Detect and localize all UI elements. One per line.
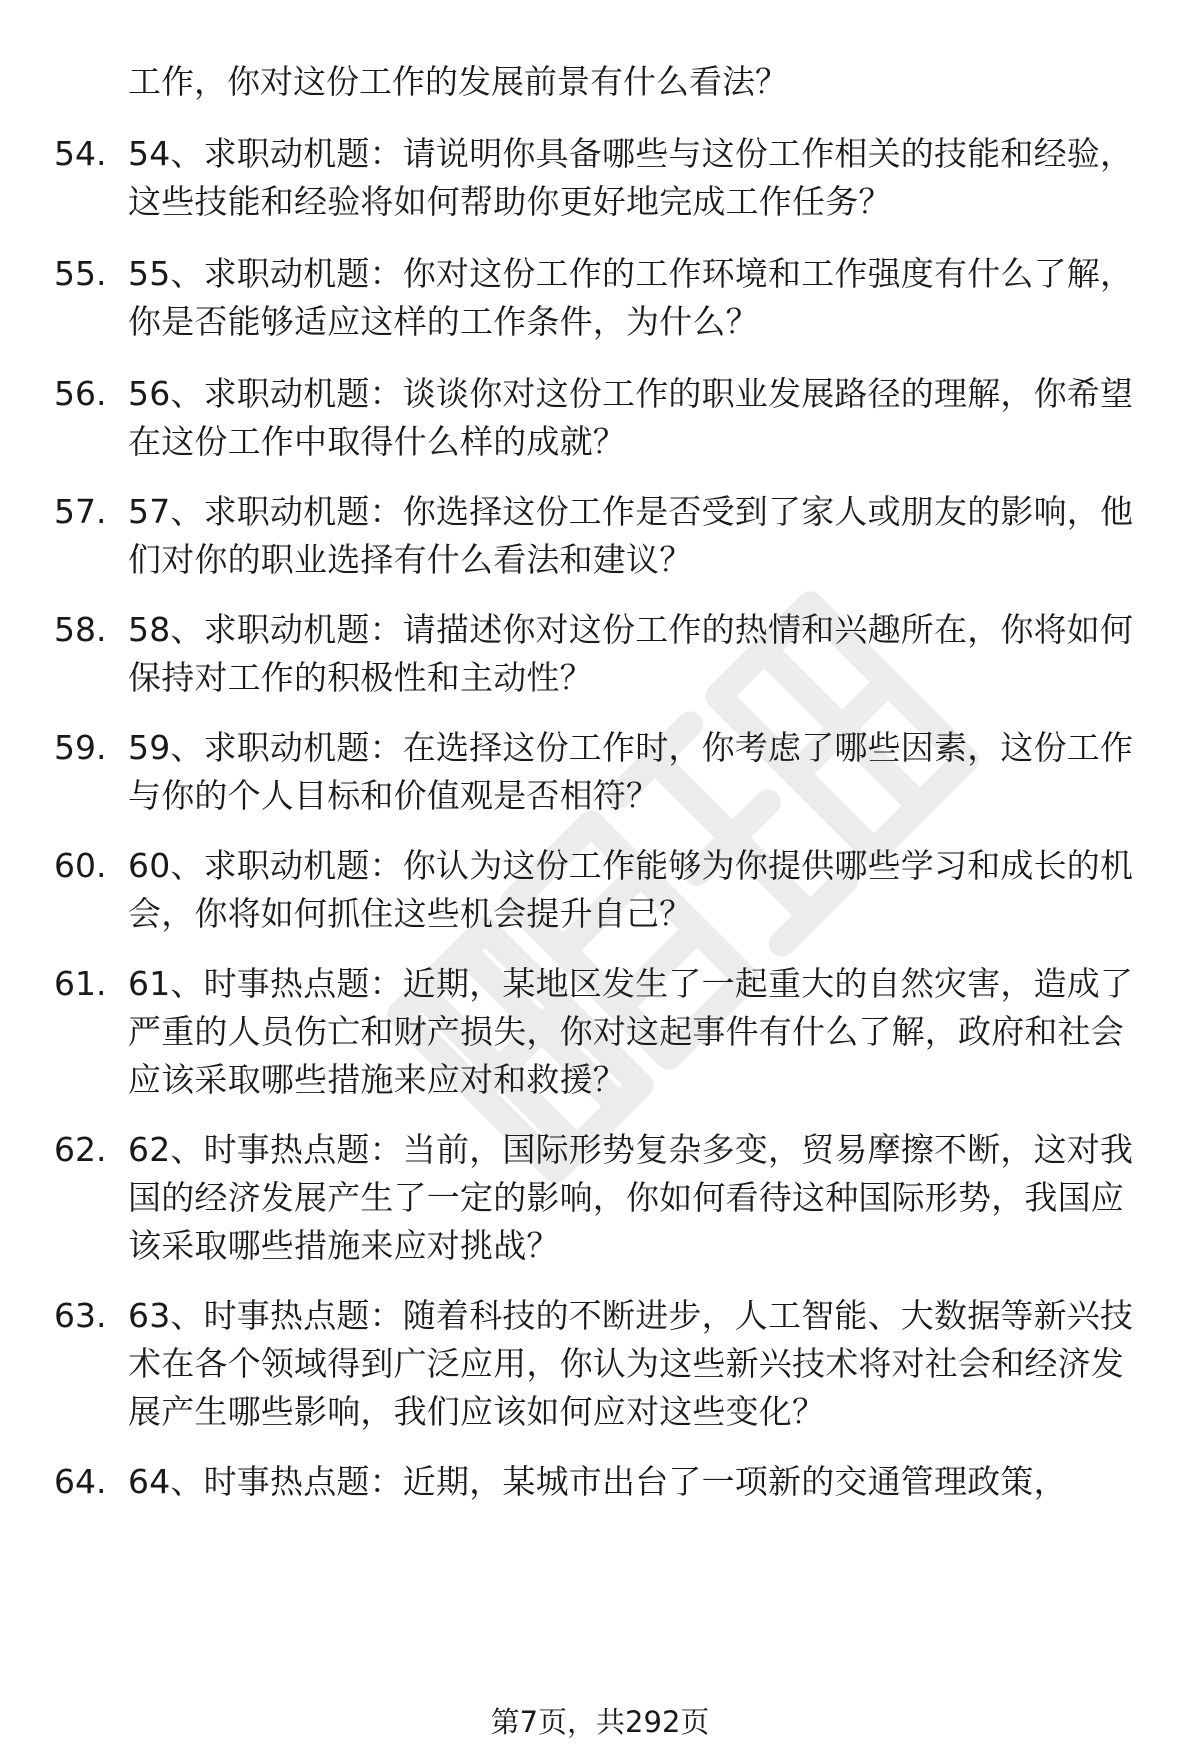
list-item-number: 64. — [54, 1462, 107, 1501]
list-item-number: 56. — [54, 374, 107, 413]
list-item-text: 56、求职动机题：谈谈你对这份工作的职业发展路径的理解，你希望在这份工作中取得什么样的成就？ — [128, 374, 1134, 461]
list-item-number: 59. — [54, 728, 107, 767]
list-item-number: 58. — [54, 610, 107, 649]
list-item-number: 62. — [54, 1130, 107, 1169]
list-item-text: 57、求职动机题：你选择这份工作是否受到了家人或朋友的影响，他们对你的职业选择有什么看法和建议？ — [128, 492, 1134, 579]
list-item-text: 58、求职动机题：请描述你对这份工作的热情和兴趣所在，你将如何保持对工作的积极性和主动性？ — [128, 610, 1134, 697]
list-item-text: 54、求职动机题：请说明你具备哪些与这份工作相关的技能和经验，这些技能和经验将如何帮助你更好地完成工作任务？ — [128, 134, 1134, 221]
list-item-number: 57. — [54, 492, 107, 531]
list-item-text: 60、求职动机题：你认为这份工作能够为你提供哪些学习和成长的机会，你将如何抓住这些机会提升自己？ — [128, 846, 1134, 933]
list-item-number: 61. — [54, 964, 107, 1003]
list-item-number: 60. — [54, 846, 107, 885]
list-item-number: 55. — [54, 254, 107, 293]
list-item-text: 55、求职动机题：你对这份工作的工作环境和工作强度有什么了解，你是否能够适应这样的工作条件，为什么？ — [128, 254, 1134, 341]
list-item-text: 61、时事热点题：近期，某地区发生了一起重大的自然灾害，造成了严重的人员伤亡和财产损失，你对这起事件有什么了解，政府和社会应该采取哪些措施来应对和救援？ — [128, 964, 1134, 1099]
list-item-text: 63、时事热点题：随着科技的不断进步，人工智能、大数据等新兴技术在各个领域得到广泛应用，你认为这些新兴技术将对社会和经济发展产生哪些影响，我们应该如何应对这些变化？ — [128, 1296, 1134, 1431]
list-item-number: 54. — [54, 134, 107, 173]
list-item-number: 63. — [54, 1296, 107, 1335]
page-number-footer: 第7页，共292页 — [490, 1705, 710, 1739]
list-item-text: 59、求职动机题：在选择这份工作时，你考虑了哪些因素，这份工作与你的个人目标和价值观是否相符？ — [128, 728, 1134, 815]
continued-question-text: 工作，你对这份工作的发展前景有什么看法？ — [128, 62, 788, 101]
list-item-text: 62、时事热点题：当前，国际形势复杂多变，贸易摩擦不断，这对我国的经济发展产生了一定的影响，你如何看待这种国际形势，我国应该采取哪些措施来应对挑战？ — [128, 1130, 1134, 1265]
list-item-text: 64、时事热点题：近期，某城市出台了一项新的交通管理政策， — [128, 1462, 1067, 1501]
